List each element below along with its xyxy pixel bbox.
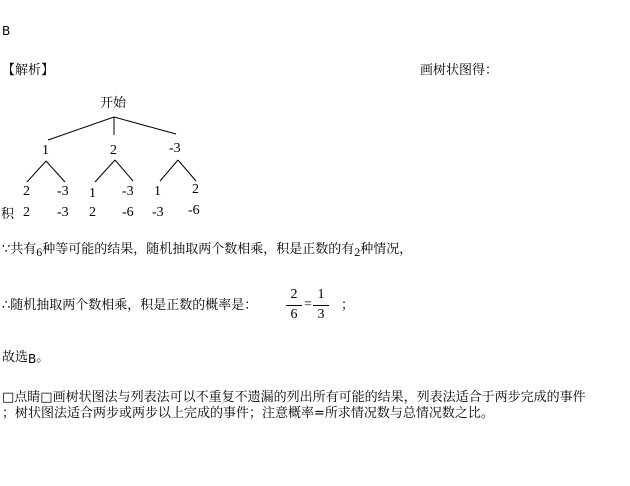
positive-outcomes-count: 2: [354, 245, 361, 259]
edge-root-3: [114, 117, 176, 134]
fraction-1-numerator: 2: [290, 287, 298, 302]
total-outcomes-count: 6: [36, 245, 43, 259]
edge-root-1: [48, 117, 114, 140]
fraction-2-bar: [313, 305, 329, 306]
tree-node-1: 1: [42, 143, 49, 158]
tree-leaf-4: -3: [122, 184, 134, 199]
tree-diagram-caption: 画树状图得：: [420, 63, 499, 78]
tree-node-2: 2: [110, 143, 117, 158]
tree-node-neg3: -3: [169, 141, 181, 156]
edge-2-neg3: [115, 160, 133, 181]
conclusion: [2, 350, 49, 365]
fraction-1-denominator: 6: [290, 307, 298, 322]
tree-leaf-2: -3: [57, 184, 69, 199]
edge-1-neg3: [46, 161, 65, 182]
tree-root: 开始: [100, 96, 127, 111]
edge-neg3-1: [160, 160, 178, 181]
edge-2-1: [95, 160, 115, 182]
edge-1-2: [27, 161, 46, 182]
tree-leaf-3: 1: [89, 186, 96, 201]
conclusion-post: 。: [36, 350, 50, 365]
probability-tail: ；: [341, 298, 355, 313]
edge-neg3-2: [178, 160, 196, 181]
count-statement: [2, 242, 412, 257]
tree-leaf-6: 2: [192, 182, 199, 197]
product-label: 积: [1, 207, 15, 222]
fraction-1-bar: [286, 305, 302, 306]
probability-statement: ∴随机抽取两个数相乘，积是正数的概率是：: [2, 298, 258, 313]
fraction-2-denominator: 3: [317, 307, 325, 322]
product-1: 2: [23, 205, 30, 220]
conclusion-choice: B: [28, 352, 37, 366]
product-2: -3: [57, 205, 69, 220]
tree-leaf-5: 1: [154, 184, 161, 199]
answer-letter: B: [2, 24, 11, 38]
count-statement-post: 种情况，: [360, 242, 413, 257]
product-6: -6: [188, 203, 200, 218]
count-statement-mid: 种等可能的结果，随机抽取两个数相乘，积是正数的有: [42, 242, 355, 257]
comment-line-1: □点睛□画树状图法与列表法可以不重复不遗漏的列出所有可能的结果，列表法适合于两步完成的事件: [2, 390, 586, 405]
comment-line-2: ；树状图法适合两步或两步以上完成的事件；注意概率=所求情况数与总情况数之比。: [2, 406, 494, 421]
equals-sign: =: [304, 297, 312, 312]
count-statement-pre: ∵共有: [2, 242, 37, 257]
fraction-2-numerator: 1: [317, 287, 325, 302]
product-5: -3: [152, 205, 164, 220]
analysis-heading: 【解析】: [2, 63, 55, 78]
product-4: -6: [122, 205, 134, 220]
tree-leaf-1: 2: [23, 184, 30, 199]
product-3: 2: [89, 205, 96, 220]
conclusion-pre: 故选: [2, 350, 29, 365]
